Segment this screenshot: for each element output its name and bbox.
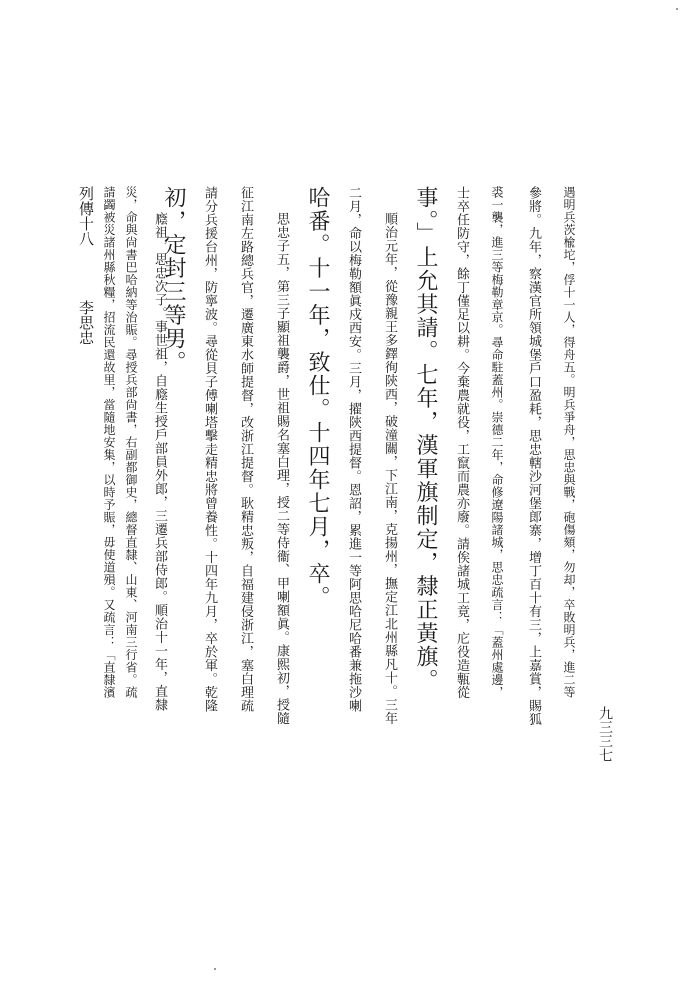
- running-head-person-wrap: [76, 300, 96, 500]
- text-column-6: 順治元年，從豫親王多鐸徇陝西，破潼關，下江南，克揚州，撫定江北州縣凡十。三年: [382, 212, 397, 725]
- page-number: 九三三七: [597, 706, 613, 762]
- text-column-8: 哈番。十一年，致仕。十四年七月，卒。: [305, 186, 330, 609]
- text-column-2: 參將。九年，察漢官所領城堡戶口盈耗，思忠轄沙河堡郎寨，增丁百十有三，上嘉賞，賜狐: [526, 186, 541, 726]
- text-column-5: 事。」上允其請。七年，漢軍旗制定，隸正黃旗。: [413, 186, 438, 692]
- text-column-4: 士卒任防守，餘丁僅足以耕。今棄農就役，工竄而農亦廢。請俟諸城工竟，庀役造甎從: [454, 186, 469, 699]
- text-column-9: 思忠子五，第三子顯祖襲爵，世祖賜名塞白理，授二等侍衞、甲喇額眞。康熙初，授隨: [274, 212, 289, 725]
- text-column-15: 請蠲被災諸州縣秋糧，招流民還故里，當隨地安集，以時予賑，毋使道殞。又疏言：「直隸濱: [102, 186, 116, 699]
- running-head-chapter: 列傳十八: [77, 186, 95, 246]
- running-head-person: 李思忠: [77, 300, 95, 345]
- scan-speck: [214, 968, 216, 970]
- text-column-3: 裘一襲，進三等梅勒章京。尋命駐蓋州。崇德二年，命修遼陽諸城，思忠疏言：「蓋州處邊，: [490, 186, 504, 699]
- text-column-10: 征江南左路總兵官，遷廣東水師提督，改浙江提督。耿精忠叛，自福建侵浙江，塞白理疏: [238, 186, 253, 713]
- text-column-13: 廕祖，思忠次子。事世祖，自廕生授戶部員外郎，三遷兵部侍郎。順治十一年，直隸: [152, 212, 167, 712]
- text-column-1: 遇明兵茨楡坨，俘十一人，得舟五。明兵爭舟，思忠與戰，砲傷頦，勿却，卒敗明兵，進二等: [562, 186, 576, 699]
- text-column-11: 請分兵援台州，防寧波。尋從貝子傅喇塔擊走精忠將曾養性。十四年九月，卒於軍。乾隆: [202, 186, 217, 713]
- text-column-12: 初，定封三等男。: [161, 186, 186, 374]
- scan-speck: [676, 8, 678, 10]
- text-column-7: 二月，命以梅勒額眞戍西安。三月，擢陝西提督。恩詔，累進一等阿思哈尼哈番兼拖沙喇: [346, 186, 361, 713]
- text-column-14: 災，命與尙書巴哈納等治賑。尋授兵部尙書，右副都御史，總督直隸、山東、河南三行省。疏: [124, 186, 138, 699]
